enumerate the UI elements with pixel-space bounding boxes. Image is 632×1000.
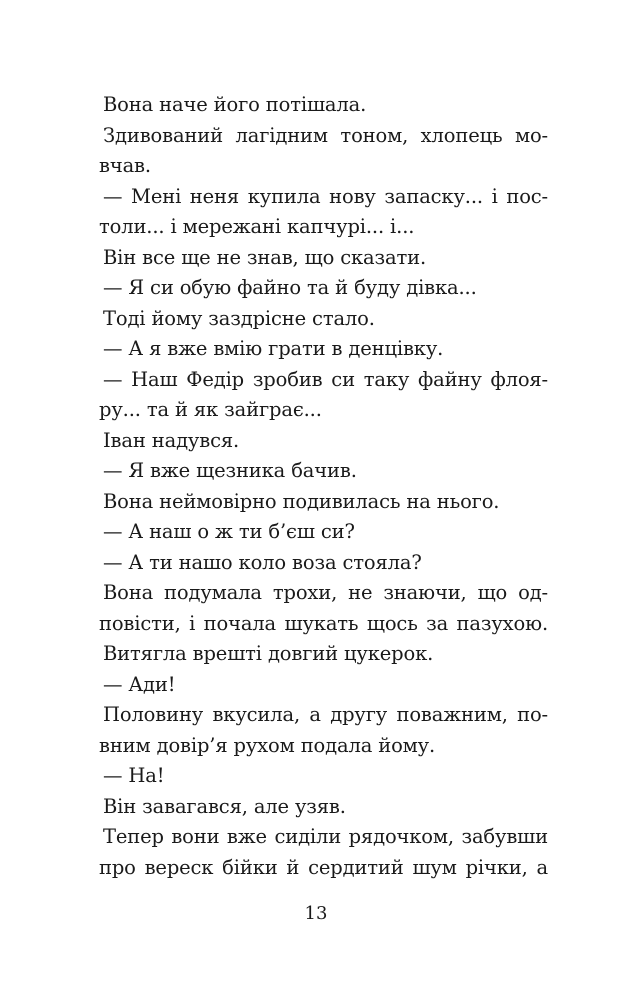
text-line: — А я вже вмію грати в денцівку. <box>103 337 444 360</box>
text-line: Вона неймовірно подивилась на нього. <box>103 489 500 513</box>
text-line: Тоді йому заздрісне стало. <box>103 306 375 330</box>
page-number: 13 <box>304 903 328 924</box>
text-line: — Ади! <box>103 672 176 696</box>
text-line: — Мені неня купила нову запаску... і пос- <box>103 184 548 208</box>
text-line: про вереск бійки й сердитий шум річки, а <box>99 855 548 879</box>
text-line: Він все ще не знав, що сказати. <box>103 245 427 269</box>
text-line: Половину вкусила, а другу поважним, по- <box>103 703 548 726</box>
text-line: — А ти нашо коло воза стояла? <box>103 550 422 574</box>
text-line: вним довір’я рухом подала йому. <box>99 733 436 757</box>
text-line: Витягла врешті довгий цукерок. <box>103 642 434 665</box>
text-line: Він завагався, але узяв. <box>103 794 346 818</box>
text-line: — Я вже щезника бачив. <box>103 459 357 482</box>
text-line: Іван надувся. <box>103 428 240 452</box>
text-line: ру... та й як зайграє... <box>99 398 322 421</box>
text-line: Вона наче його потішала. <box>103 93 367 116</box>
text-line: Вона подумала трохи, не знаючи, що од- <box>103 581 548 604</box>
text-line: повісти, і почала шукать щось за пазухою. <box>99 611 548 635</box>
text-line: — Наш Федір зробив си таку файну флоя- <box>103 367 548 391</box>
text-line: вчав. <box>99 154 151 177</box>
text-line: — А наш о ж ти б’єш си? <box>103 520 355 543</box>
text-line: — На! <box>103 764 165 787</box>
text-line: Здивований лагідним тоном, хлопець мо- <box>103 123 548 147</box>
text-line: — Я си обую файно та й буду дівка... <box>103 276 477 299</box>
text-line: толи... і мережані капчурі... і... <box>99 215 415 238</box>
text-line: Тепер вони вже сиділи рядочком, забувши <box>103 825 548 848</box>
page-text <box>99 90 548 883</box>
